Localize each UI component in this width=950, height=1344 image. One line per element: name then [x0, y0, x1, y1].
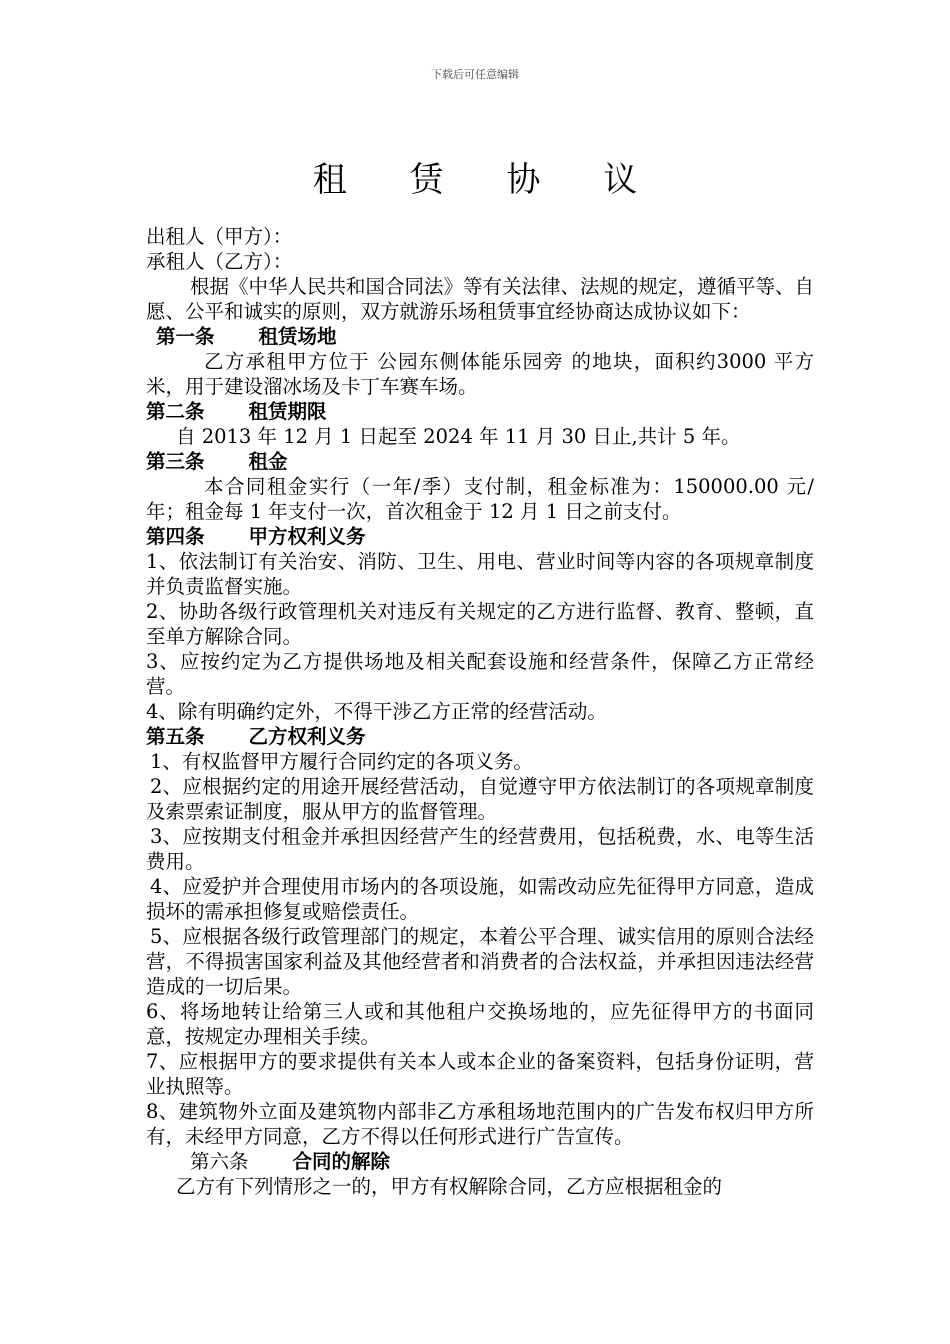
article-4-item: 1、依法制订有关治安、消防、卫生、用电、营业时间等内容的各项规章制度并负责监督实施。: [146, 550, 814, 598]
article-3-body: 本合同租金实行（一年/季）支付制，租金标准为：150000.00 元/年；租金每 1 年支付一次，首次租金于 12 月 1 日之前支付。: [146, 475, 814, 523]
contract-body: [146, 224, 814, 1199]
article-6-heading: [146, 1149, 814, 1174]
article-5-number: 第五条: [146, 725, 205, 748]
article-5-item: 2、应根据约定的用途开展经营活动，自觉遵守甲方依法制订的各项规章制度及索票索证制度，服从甲方的监督管理。: [146, 775, 814, 823]
article-5-item: 3、应按期支付租金并承担因经营产生的经营费用，包括税费，水、电等生活费用。: [146, 825, 814, 873]
article-3-title: 租金: [248, 450, 288, 473]
article-5-title: 乙方权利义务: [248, 725, 366, 748]
article-4-heading: [146, 524, 814, 549]
article-2-title: 租赁期限: [248, 400, 327, 423]
article-4-item: 3、应按约定为乙方提供场地及相关配套设施和经营条件，保障乙方正常经营。: [146, 650, 814, 698]
intro-paragraph: 根据《中华人民共和国合同法》等有关法律、法规的规定，遵循平等、自愿、公平和诚实的原则，双方就游乐场租赁事宜经协商达成协议如下：: [146, 275, 815, 323]
article-5-item: 7、应根据甲方的要求提供有关本人或本企业的备案资料，包括身份证明，营业执照等。: [146, 1050, 814, 1098]
article-5-heading: [146, 724, 814, 749]
article-5-item: 5、应根据各级行政管理部门的规定，本着公平合理、诚实信用的原则合法经营，不得损害国家利益及其他经营者和消费者的合法权益，并承担因违法经营造成的一切后果。: [146, 925, 814, 998]
article-5-item: 8、建筑物外立面及建筑物内部非乙方承租场地范围内的广告发布权归甲方所有，未经甲方同意，乙方不得以任何形式进行广告宣传。: [146, 1100, 814, 1148]
article-5-item: 4、应爱护并合理使用市场内的各项设施，如需改动应先征得甲方同意，造成损坏的需承担修复或赔偿责任。: [146, 875, 814, 923]
article-2-heading: [146, 399, 814, 424]
document-title: 租 赁 协 议: [312, 160, 664, 200]
lessor-line: 出租人（甲方）：: [146, 225, 293, 248]
article-5-item: 1、有权监督甲方履行合同约定的各项义务。: [150, 750, 533, 773]
article-1-heading: [146, 324, 814, 349]
article-4-number: 第四条: [146, 525, 205, 548]
article-4-item: 4、除有明确约定外，不得干涉乙方正常的经营活动。: [146, 700, 607, 723]
article-6-number: 第六条: [190, 1150, 249, 1173]
article-2-body: 自 2013 年 12 月 1 日起至 2024 年 11 月 30 日止,共计 5 年。: [176, 425, 741, 448]
article-2-number: 第二条: [146, 400, 205, 423]
article-6-title: 合同的解除: [292, 1150, 391, 1173]
article-1-body: 乙方承租甲方位于 公园东侧体能乐园旁 的地块，面积约3000 平方米，用于建设溜冰场及卡丁车赛车场。: [146, 350, 814, 398]
article-3-number: 第三条: [146, 450, 205, 473]
article-4-item: 2、协助各级行政管理机关对违反有关规定的乙方进行监督、教育、整顿，直至单方解除合同。: [146, 600, 814, 648]
article-5-item: 6、将场地转让给第三人或和其他租户交换场地的，应先征得甲方的书面同意，按规定办理相关手续。: [146, 1000, 814, 1048]
article-4-title: 甲方权利义务: [248, 525, 366, 548]
article-6-body: 乙方有下列情形之一的，甲方有权解除合同，乙方应根据租金的: [176, 1175, 723, 1198]
article-3-heading: [146, 449, 814, 474]
article-1-title: 租赁场地: [258, 325, 337, 348]
lessee-line: 承租人（乙方）：: [146, 250, 293, 273]
page-header: 下载后可任意编辑: [431, 68, 519, 81]
article-1-number: 第一条: [156, 325, 215, 348]
